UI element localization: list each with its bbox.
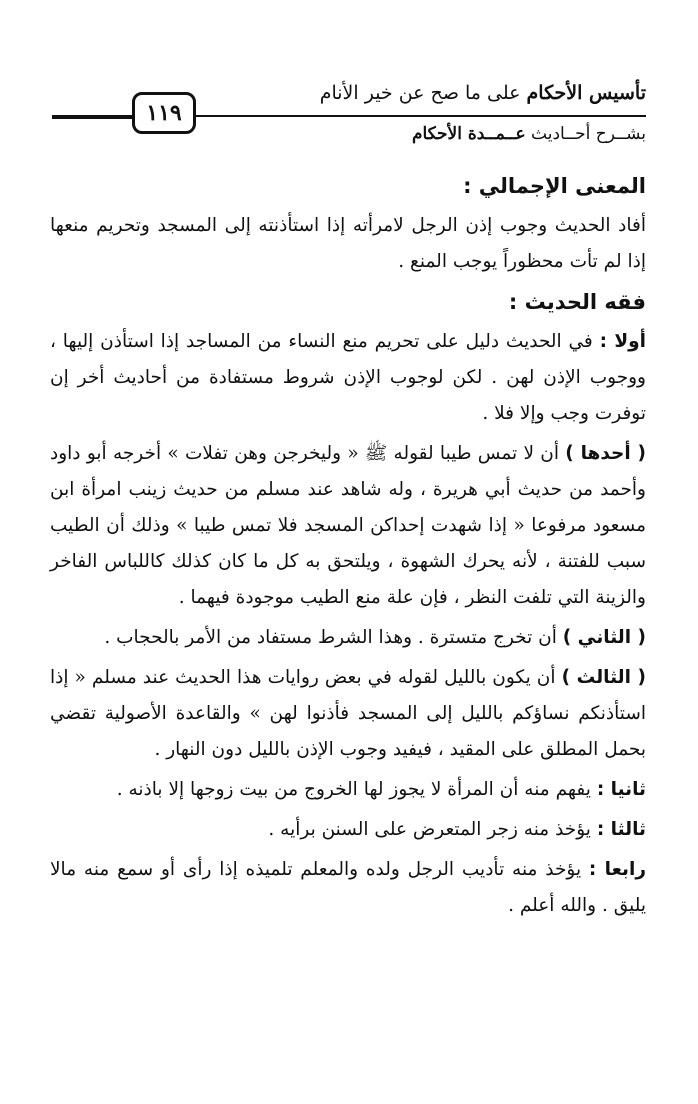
fiqh-point-3 [50, 812, 646, 848]
page-header [0, 0, 698, 150]
book-subtitle [412, 124, 646, 144]
condition-2 [50, 620, 646, 656]
condition-1 [50, 436, 646, 616]
condition-1-text: أن لا تمس طيبا لقوله ﷺ « وليخرجن وهن تفلات » أخرجه أبو داود وأحمد من حديث أبي هريرة ، وله شاهد عند مسلم من حديث زينب امرأة ابن مسعود مرفوعا « إذا شهدت إحداكن المسجد فلا تمس طيبا » وذلك أن الطيب سبب للفتنة ، لأنه يحرك الشهوة ، ويلتحق به كل ما كان كذلك كاللباس الفاخر والزينة التي تلفت النظر ، فإن علة منع الطيب موجودة فيهما . [50, 443, 646, 608]
point-3-lead: ثالثا : [596, 819, 646, 840]
fiqh-point-1 [50, 324, 646, 432]
subtitle-bold: عــمــدة الأحكام [411, 124, 526, 144]
condition-3-text: أن يكون بالليل لقوله في بعض روايات هذا الحديث عند مسلم « إذا استأذنكم نساؤكم بالليل إلى المسجد فأذنوا لهن » والقاعدة الأصولية تقضي بحمل المطلق على المقيد ، فيفيد وجوب الإذن بالليل دون النهار . [50, 667, 646, 760]
point-1-text: في الحديث دليل على تحريم منع النساء من المساجد إذا استأذن إليها ، ووجوب الإذن لهن . لكن لوجوب الإذن شروط مستفادة من أحاديث أخر إن توفرت وجب وإلا فلا . [50, 331, 646, 424]
heading-general-meaning: المعنى الإجمالي : [463, 174, 646, 198]
heading-fiqh: فقه الحديث : [508, 290, 646, 314]
page-number: ١١٩ [132, 92, 196, 134]
book-title [320, 82, 646, 104]
point-4-text: يؤخذ منه تأديب الرجل ولده والمعلم تلميذه إذا رأى أو سمع منه مالا يليق . والله أعلم . [50, 859, 646, 916]
fiqh-point-2 [50, 772, 646, 808]
book-title-rest: على ما صح عن خير الأنام [319, 82, 527, 104]
fiqh-point-4 [50, 852, 646, 924]
page-body [50, 168, 646, 928]
header-rule-thick [52, 115, 142, 119]
condition-3 [50, 660, 646, 768]
point-3-text: يؤخذ منه زجر المتعرض على السنن برأيه . [268, 819, 597, 840]
point-2-text: يفهم منه أن المرأة لا يجوز لها الخروج من بيت زوجها إلا باذنه . [116, 779, 597, 800]
point-1-lead: أولا : [599, 331, 646, 352]
condition-1-lead: ( أحدها ) [565, 443, 646, 464]
condition-2-lead: ( الثاني ) [562, 627, 646, 648]
condition-2-text: أن تخرج متسترة . وهذا الشرط مستفاد من الأمر بالحجاب . [104, 627, 563, 648]
point-2-lead: ثانيا : [596, 779, 646, 800]
subtitle-prefix: بشــرح أحــاديث [525, 124, 646, 144]
general-meaning-text: أفاد الحديث وجوب إذن الرجل لامرأته إذا استأذنته إلى المسجد وتحريم منعها إذا لم تأت محظوراً يوجب المنع . [50, 215, 646, 272]
book-title-bold: تأسيس الأحكام [526, 82, 646, 104]
condition-3-lead: ( الثالث ) [561, 667, 647, 688]
point-4-lead: رابعا : [588, 859, 646, 880]
